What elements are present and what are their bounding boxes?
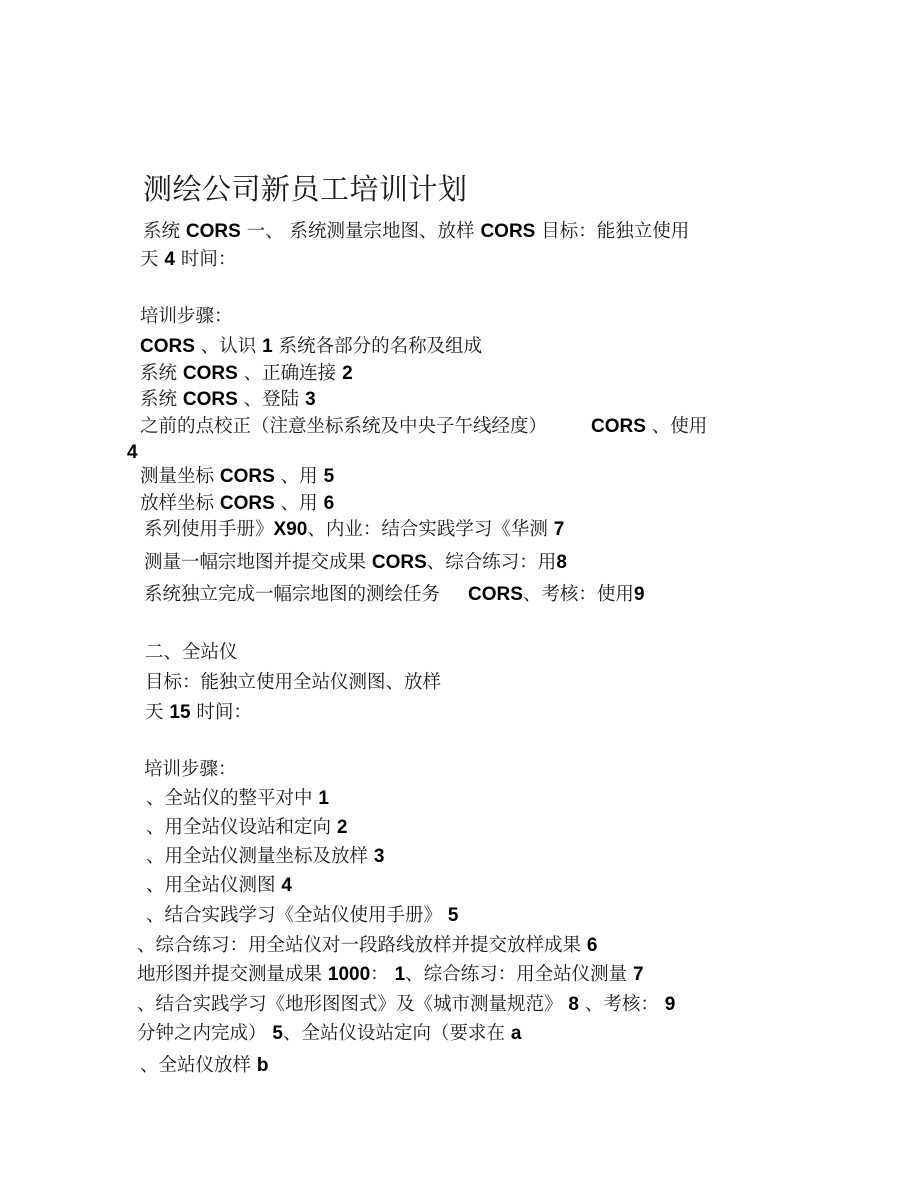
s1-step-7: 系列使用手册》X90、内业：结合实践学习《华测 7 [144, 519, 565, 540]
s1-step-6: 放样坐标 CORS 、用 6 [140, 493, 335, 514]
s2-step-2: 、用全站仪设站和定向 2 [146, 817, 348, 838]
s1-step-1: CORS 、认识 1 系统各部分的名称及组成 [140, 336, 483, 357]
s2-step-6: 、综合练习：用全站仪对一段路线放样并提交放样成果 6 [137, 935, 598, 956]
s2-step-1: 、全站仪的整平对中 1 [146, 788, 329, 809]
s1-step-4-number: 4 [127, 442, 138, 463]
s2-exam-b: 、全站仪放样 b [140, 1055, 269, 1076]
s1-step-3: 系统 CORS 、登陆 3 [140, 389, 316, 410]
s1-step-8: 测量一幅宗地图并提交成果 CORS、综合练习：用8 [144, 552, 567, 573]
s2-steps-heading: 培训步骤： [144, 759, 237, 780]
document-title: 测绘公司新员工培训计划 [143, 172, 468, 206]
s1-line-time: 天 4 时间： [140, 249, 237, 270]
s2-goal: 目标：能独立使用全站仪测图、放样 [145, 672, 442, 693]
s1-line-goal: 系统 CORS 一、 系统测量宗地图、放样 CORS 目标：能独立使用 [143, 221, 690, 242]
s2-step-7: 地形图并提交测量成果 1000： 1、综合练习：用全站仪测量 7 [137, 964, 644, 985]
s2-step-4: 、用全站仪测图 4 [146, 875, 292, 896]
s2-time: 天 15 时间： [145, 702, 252, 723]
s1-step-2: 系统 CORS 、正确连接 2 [140, 363, 353, 384]
s2-exam-a: 分钟之内完成） 5、全站仪设站定向（要求在 a [137, 1023, 522, 1044]
s2-step-5: 、结合实践学习《全站仪使用手册》 5 [146, 905, 459, 926]
s1-step-9: 系统独立完成一幅宗地图的测绘任务 CORS、考核：使用9 [144, 584, 645, 605]
s2-step-8-9: 、结合实践学习《地形图图式》及《城市测量规范》 8 、考核： 9 [137, 994, 676, 1015]
s1-steps-heading: 培训步骤： [140, 306, 233, 327]
s2-step-3: 、用全站仪测量坐标及放样 3 [146, 846, 385, 867]
s1-step-4a: 之前的点校正（注意坐标系统及中央子午线经度） CORS 、使用 [140, 416, 708, 437]
s2-heading: 二、全站仪 [145, 642, 238, 663]
s1-step-5: 测量坐标 CORS 、用 5 [140, 466, 335, 487]
